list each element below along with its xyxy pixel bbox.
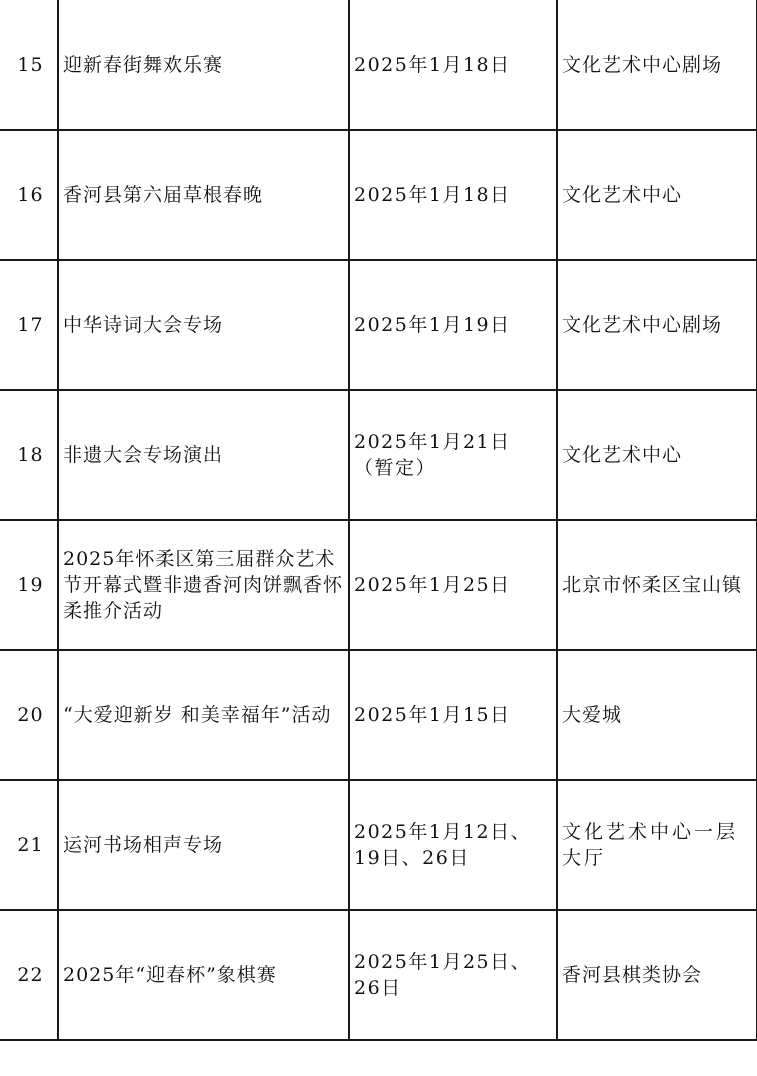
- table-row: [0, 650, 757, 780]
- event-date: 2025年1月15日: [349, 650, 557, 780]
- event-venue: 大爱城: [557, 650, 757, 780]
- event-venue: 文化艺术中心一层大厅: [557, 780, 757, 910]
- event-venue: 文化艺术中心剧场: [557, 260, 757, 390]
- row-number: 18: [0, 390, 58, 520]
- event-name: 运河书场相声专场: [58, 780, 349, 910]
- event-date: 2025年1月25日: [349, 520, 557, 650]
- event-name: 迎新春街舞欢乐赛: [58, 0, 349, 130]
- event-name: 非遗大会专场演出: [58, 390, 349, 520]
- event-date: 2025年1月18日: [349, 0, 557, 130]
- table-row: [0, 0, 757, 130]
- event-venue: 香河县棋类协会: [557, 910, 757, 1040]
- event-name: 2025年“迎春杯”象棋赛: [58, 910, 349, 1040]
- event-venue: 文化艺术中心: [557, 390, 757, 520]
- table-row: [0, 520, 757, 650]
- event-name: 香河县第六届草根春晚: [58, 130, 349, 260]
- event-venue: 文化艺术中心: [557, 130, 757, 260]
- table-row: [0, 390, 757, 520]
- row-number: 21: [0, 780, 58, 910]
- row-number: 19: [0, 520, 58, 650]
- event-name: 中华诗词大会专场: [58, 260, 349, 390]
- event-venue: 文化艺术中心剧场: [557, 0, 757, 130]
- event-date: 2025年1月21日（暂定）: [349, 390, 557, 520]
- event-venue: 北京市怀柔区宝山镇: [557, 520, 757, 650]
- row-number: 22: [0, 910, 58, 1040]
- table-row: [0, 260, 757, 390]
- row-number: 15: [0, 0, 58, 130]
- table-row: [0, 910, 757, 1040]
- row-number: 16: [0, 130, 58, 260]
- row-number: 17: [0, 260, 58, 390]
- table-row: [0, 780, 757, 910]
- event-date: 2025年1月18日: [349, 130, 557, 260]
- row-number: 20: [0, 650, 58, 780]
- event-name: “大爱迎新岁 和美幸福年”活动: [58, 650, 349, 780]
- event-name: 2025年怀柔区第三届群众艺术节开幕式暨非遗香河肉饼飘香怀柔推介活动: [58, 520, 349, 650]
- event-date: 2025年1月25日、26日: [349, 910, 557, 1040]
- event-date: 2025年1月12日、19日、26日: [349, 780, 557, 910]
- event-date: 2025年1月19日: [349, 260, 557, 390]
- table-row: [0, 130, 757, 260]
